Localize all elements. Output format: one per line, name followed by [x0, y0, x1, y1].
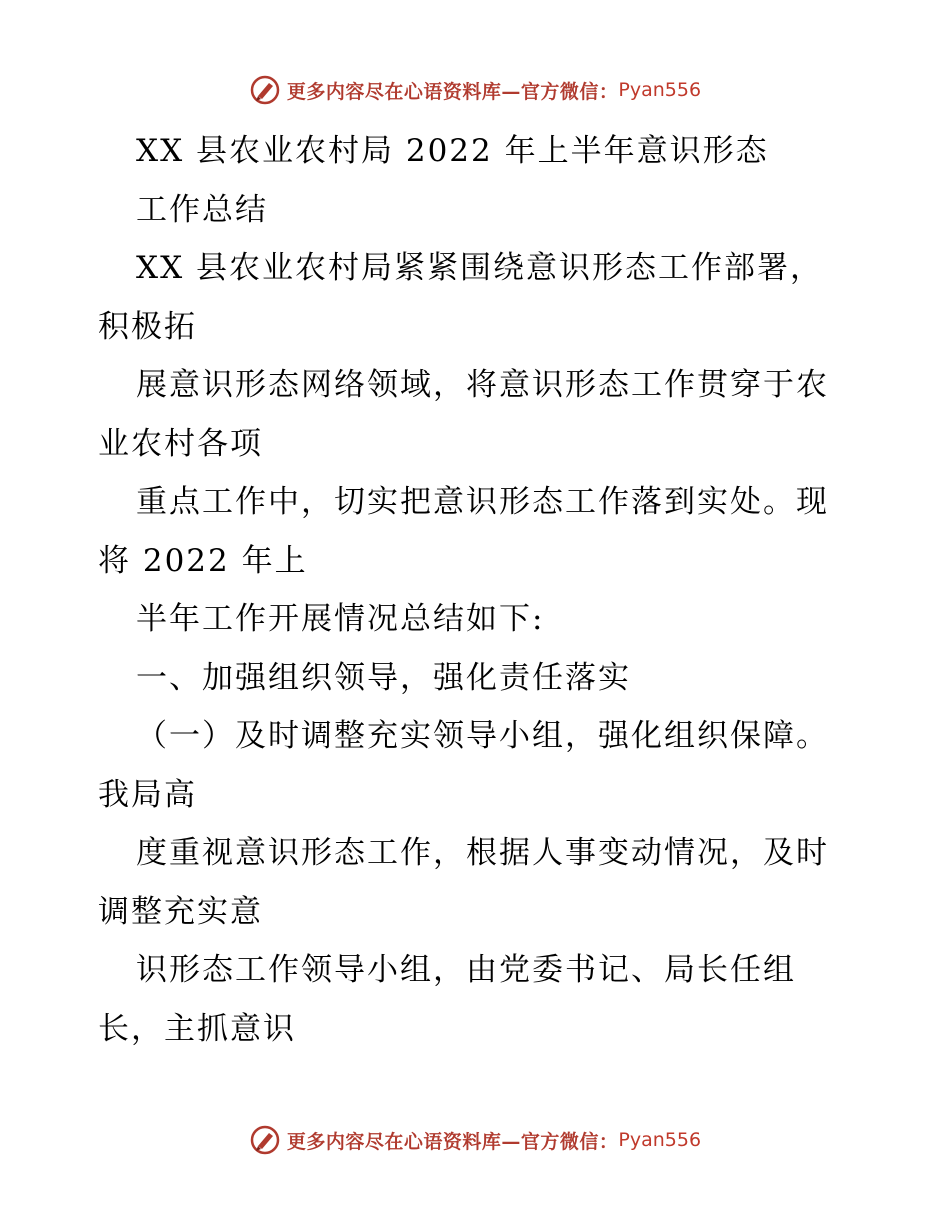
- text-line: 将 2022 年上: [98, 542, 308, 579]
- watermark-text: 更多内容尽在心语资料库—官方微信：: [286, 1130, 619, 1153]
- text-line: （一）及时调整充实领导小组，强化组织保障。: [136, 718, 829, 754]
- text-line: 调整充实意: [98, 893, 263, 930]
- pen-logo-icon: [249, 1124, 281, 1156]
- text-line: 一、加强组织领导，强化责任落实: [136, 659, 631, 696]
- text-line: XX 县农业农村局 2022 年上半年意识形态: [136, 133, 769, 169]
- pen-logo-icon: [249, 74, 281, 106]
- watermark-id: Pyan556: [618, 1129, 702, 1151]
- text-line: 展意识形态网络领域，将意识形态工作贯穿于农: [136, 367, 829, 403]
- text-line: 度重视意识形态工作，根据人事变动情况，及时: [136, 835, 829, 871]
- footer-watermark: [0, 1120, 950, 1160]
- text-line: 长，主抓意识: [98, 1010, 296, 1047]
- text-line: 识形态工作领导小组，由党委书记、局长任组: [136, 952, 796, 988]
- text-line: 积极拓: [98, 308, 197, 345]
- watermark-text: 更多内容尽在心语资料库—官方微信：: [286, 80, 619, 103]
- text-line: XX 县农业农村局紧紧围绕意识形态工作部署，: [136, 250, 823, 286]
- text-line: 业农村各项: [98, 425, 263, 462]
- text-line: 我局高: [98, 776, 197, 813]
- text-line: 工作总结: [136, 191, 268, 228]
- document-body: [98, 122, 858, 1058]
- text-line: 重点工作中，切实把意识形态工作落到实处。现: [136, 484, 829, 520]
- watermark-id: Pyan556: [618, 79, 702, 101]
- header-watermark: [0, 70, 950, 110]
- text-line: 半年工作开展情况总结如下:: [136, 601, 545, 637]
